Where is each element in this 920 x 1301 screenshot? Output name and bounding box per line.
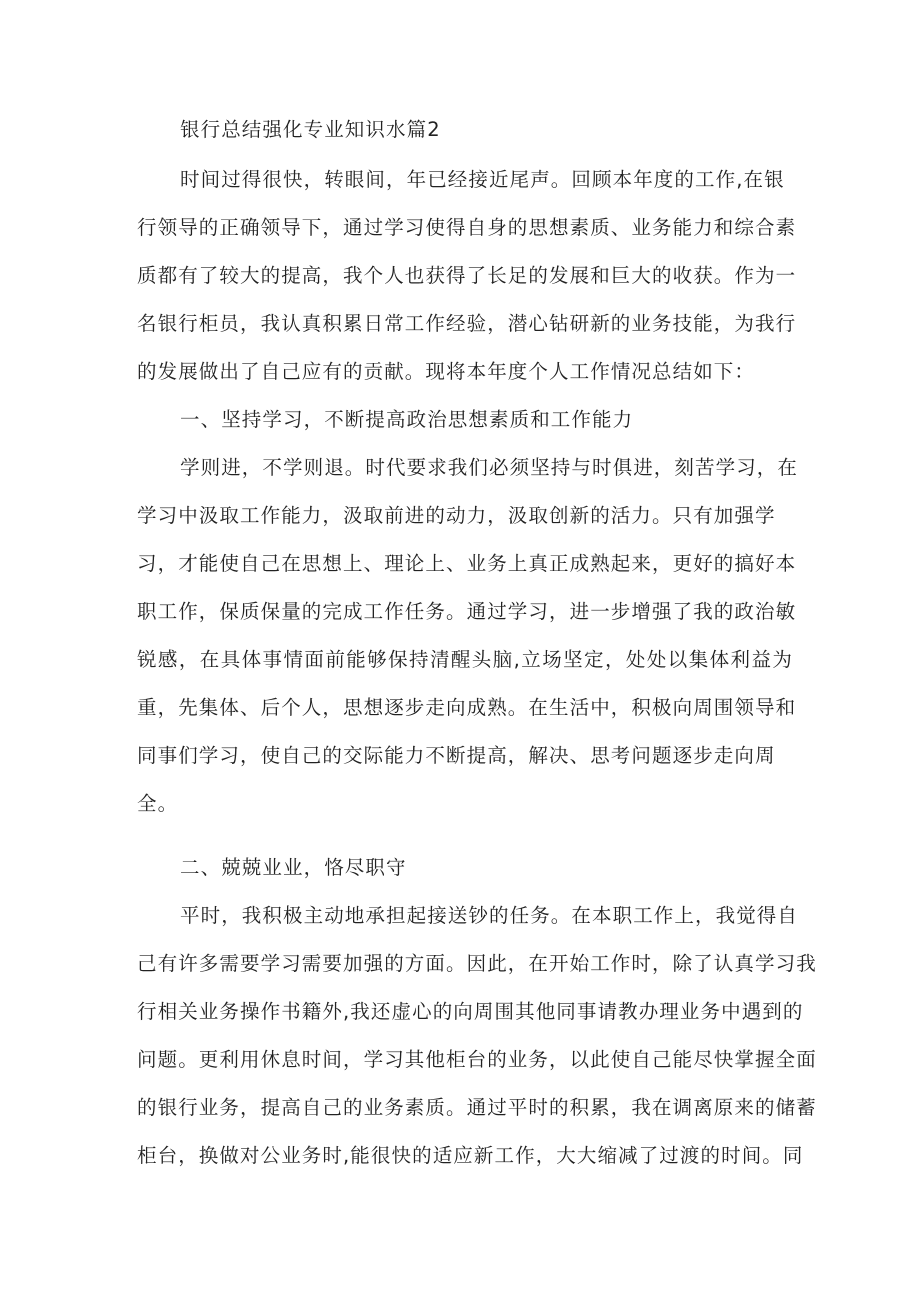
intro-line-5: 的发展做出了自己应有的贡献。现将本年度个人工作情况总结如下： <box>137 360 756 383</box>
intro-line-3: 质都有了较大的提高，我个人也获得了长足的发展和巨大的收获。作为一 <box>137 264 797 287</box>
section-1-line-3: 习，才能使自己在思想上、理论上、业务上真正成熟起来，更好的搞好本 <box>137 552 797 575</box>
section-2-line-4: 问题。更利用休息时间，学习其他柜台的业务，以此使自己能尽快掌握全面 <box>137 1048 817 1071</box>
section-1-line-5: 锐感，在具体事情面前能够保持清醒头脑,立场坚定，处处以集体利益为 <box>137 648 793 671</box>
section-1-line-6: 重，先集体、后个人，思想逐步走向成熟。在生活中，积极向周围领导和 <box>137 696 797 719</box>
section-1-line-1: 学则进，不学则退。时代要求我们必须坚持与时俱进，刻苦学习，在 <box>180 456 799 479</box>
section-1-line-8: 全。 <box>137 792 179 815</box>
intro-line-1: 时间过得很快，转眼间，年已经接近尾声。回顾本年度的工作,在银 <box>180 168 785 191</box>
section-2-line-1: 平时，我积极主动地承担起接送钞的任务。在本职工作上，我觉得自 <box>180 904 799 927</box>
document-title: 银行总结强化专业知识水篇2 <box>180 118 441 141</box>
intro-line-2: 行领导的正确领导下，通过学习使得自身的思想素质、业务能力和综合素 <box>137 216 797 239</box>
section-2-line-5: 的银行业务，提高自己的业务素质。通过平时的积累，我在调离原来的储蓄 <box>137 1096 817 1119</box>
section-2-heading: 二、兢兢业业，恪尽职守 <box>180 856 407 879</box>
section-1-line-4: 职工作，保质保量的完成工作任务。通过学习，进一步增强了我的政治敏 <box>137 600 797 623</box>
section-1-heading: 一、坚持学习，不断提高政治思想素质和工作能力 <box>180 408 634 431</box>
section-1-line-7: 同事们学习，使自己的交际能力不断提高，解决、思考问题逐步走向周 <box>137 744 776 767</box>
section-2-line-2: 己有许多需要学习需要加强的方面。因此，在开始工作时，除了认真学习我 <box>137 952 817 975</box>
section-2-line-6: 柜台，换做对公业务时,能很快的适应新工作，大大缩减了过渡的时间。同 <box>137 1144 804 1167</box>
intro-line-4: 名银行柜员，我认真积累日常工作经验，潜心钻研新的业务技能，为我行 <box>137 312 797 335</box>
section-2-line-3: 行相关业务操作书籍外,我还虚心的向周围其他同事请教办理业务中遇到的 <box>137 1000 804 1023</box>
section-1-line-2: 学习中汲取工作能力，汲取前进的动力，汲取创新的活力。只有加强学 <box>137 504 776 527</box>
